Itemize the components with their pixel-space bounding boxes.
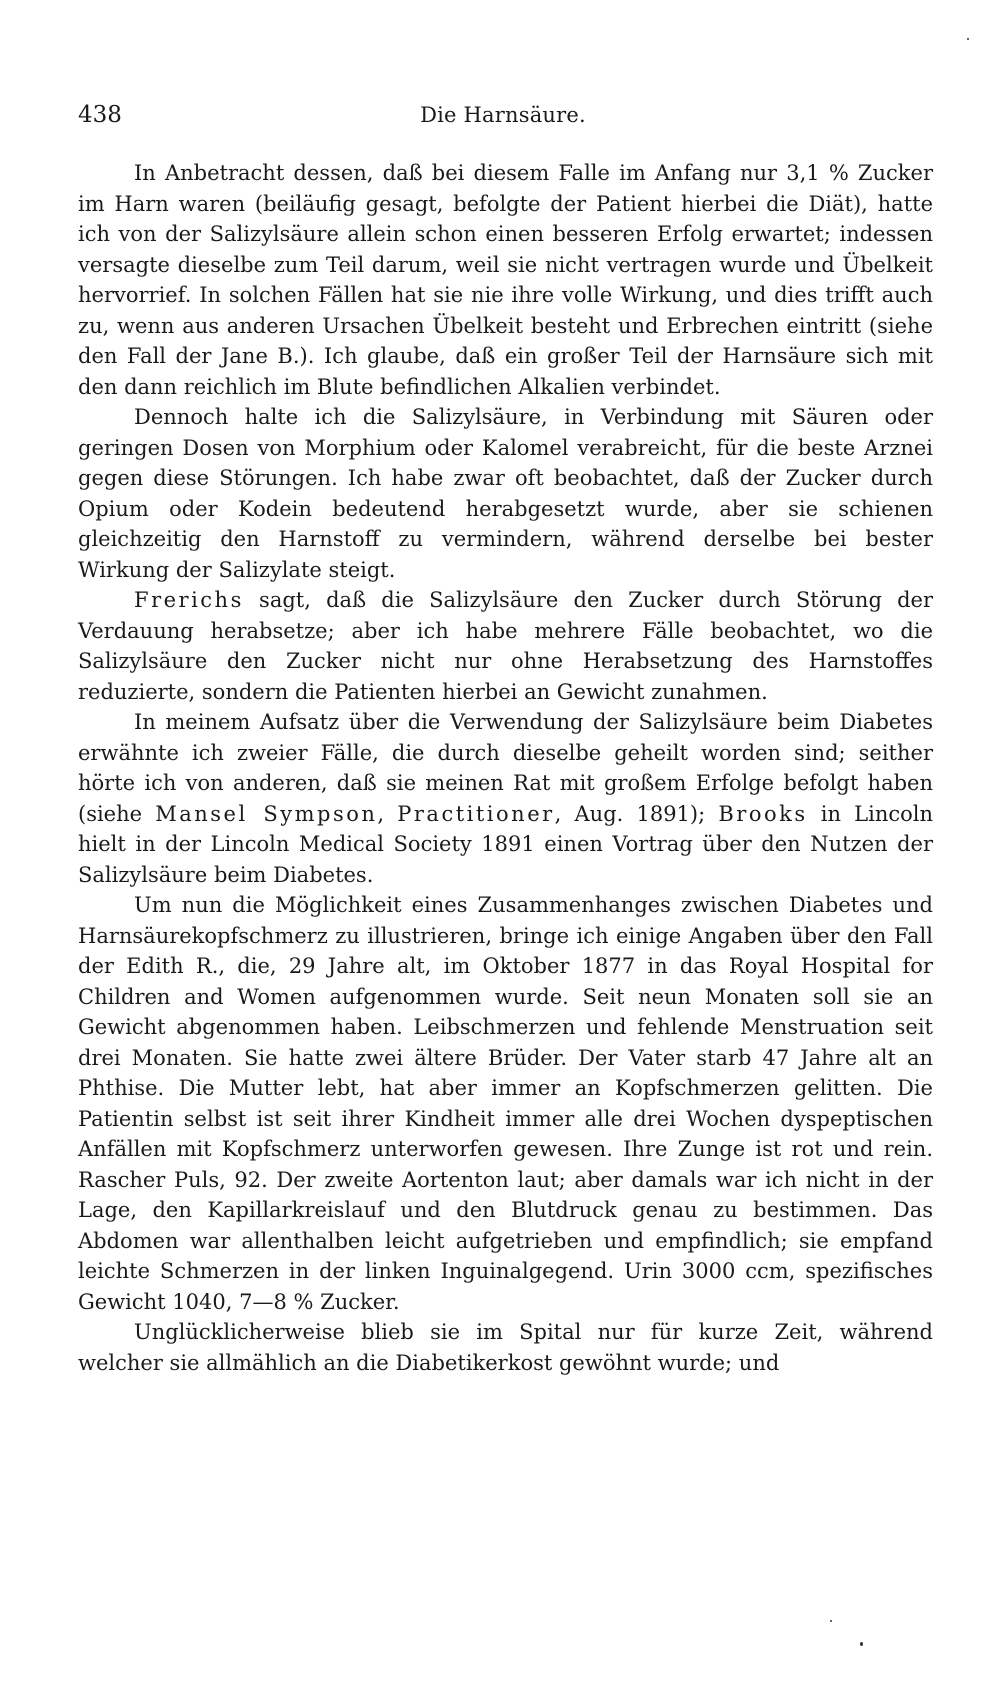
scan-speck: [967, 38, 969, 40]
paragraph-4-text-c: in Lincoln hielt in der Lincoln Medical Society 1891 einen Vortrag über den Nutzen der Salizylsäure beim Diabetes.: [78, 801, 933, 887]
author-name-frerichs: Frerichs: [134, 588, 244, 612]
paragraph-5: Um nun die Möglichkeit eines Zusammenhanges zwischen Diabetes und Harnsäurekopfschmerz zu illustrieren, bringe ich einige Angaben über den Fall der Edith R., die, 29 Jahre alt, im Oktober 1877 in das Royal Hospital for Children and Women aufgenommen wurde. Seit neun Monaten soll sie an Gewicht abgenommen haben. Leibschmerzen und fehlende Menstruation seit drei Monaten. Sie hatte zwei ältere Brüder. Der Vater starb 47 Jahre alt an Phthise. Die Mutter lebt, hat aber immer an Kopfschmerzen gelitten. Die Patientin selbst ist seit ihrer Kindheit immer alle drei Wochen dyspeptischen Anfällen mit Kopfschmerz unterworfen gewesen. Ihre Zunge ist rot und rein. Rascher Puls, 92. Der zweite Aortenton laut; aber damals war ich nicht in der Lage, den Kapillarkreislauf und den Blutdruck genau zu bestimmen. Das Abdomen war allenthalben leicht aufgetrieben und empfindlich; sie empfand leichte Schmerzen in der linken Inguinalgegend. Urin 3000 ccm, spezifisches Gewicht 1040, 7—8 % Zucker.: [78, 893, 933, 1314]
paragraph-3-text: sagt, daß die Salizylsäure den Zucker durch Störung der Verdauung herabsetze; aber ich habe mehrere Fälle beobachtet, wo die Salizylsäure den Zucker nicht nur ohne Herabsetzung des Harnstoffes reduzierte, sondern die Patienten hierbei an Gewicht zunahmen.: [78, 588, 933, 704]
scan-speck: [860, 1642, 863, 1646]
paragraph-4: [78, 707, 933, 890]
running-title: Die Harnsäure.: [420, 103, 586, 127]
scan-speck: [830, 1620, 832, 1622]
paragraph-1: In Anbetracht dessen, daß bei diesem Falle im Anfang nur 3,1 % Zucker im Harn waren (beiläufig gesagt, befolgte der Patient hierbei die Diät), hatte ich von der Salizylsäure allein schon einen besseren Erfolg erwartet; indessen versagte dieselbe zum Teil darum, weil sie nicht vertragen wurde und Übelkeit hervorrief. In solchen Fällen hat sie nie ihre volle Wirkung, und dies trifft auch zu, wenn aus anderen Ursachen Übelkeit besteht und Erbrechen eintritt (siehe den Fall der Jane B.). Ich glaube, daß ein großer Teil der Harnsäure sich mit den dann reichlich im Blute befindlichen Alkalien verbindet.: [78, 161, 933, 399]
paragraph-4-text-a: In meinem Aufsatz über die Verwendung der Salizylsäure beim Diabetes erwähnte ich zweier Fälle, die durch dieselbe geheilt worden sind; seither hörte ich von anderen, daß sie meinen Rat mit großem Erfolge befolgt haben (siehe: [78, 710, 933, 826]
author-name-mansel-sympson: Mansel Sympson: [155, 801, 378, 826]
paragraph-6: Unglücklicherweise blieb sie im Spital nur für kurze Zeit, während welcher sie allmählich an die Diabetikerkost gewöhnt wurde; und: [78, 1320, 933, 1375]
author-name-brooks: Brooks: [718, 801, 808, 826]
page-number: 438: [78, 102, 122, 128]
paragraph-4-text-b: , Aug. 1891);: [554, 801, 719, 826]
paragraph-3: [78, 585, 933, 707]
body-text: [78, 158, 933, 1378]
page-header: [78, 100, 928, 136]
paragraph-4-separator: ,: [377, 801, 398, 826]
journal-name-practitioner: Practitioner: [397, 801, 555, 826]
paragraph-2: Dennoch halte ich die Salizylsäure, in Verbindung mit Säuren oder geringen Dosen von Morphium oder Kalomel verabreicht, für die beste Arznei gegen diese Störungen. Ich habe zwar oft beobachtet, daß der Zucker durch Opium oder Kodein bedeutend herabgesetzt wurde, aber sie schienen gleichzeitig den Harnstoff zu vermindern, während derselbe bei bester Wirkung der Salizylate steigt.: [78, 405, 933, 582]
